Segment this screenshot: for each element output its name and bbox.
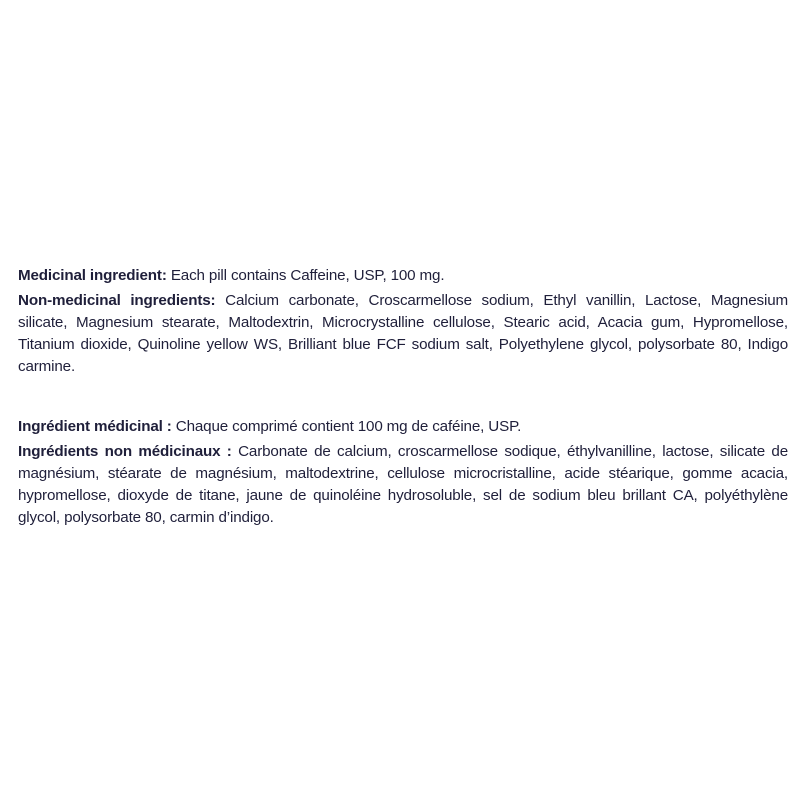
english-ingredients-section <box>18 265 788 378</box>
ingredient-medicinal-heading: Ingrédient médicinal : <box>18 418 172 435</box>
french-ingredients-section <box>18 416 788 529</box>
ingredients-non-medicinaux-heading: Ingrédients non médicinaux : <box>18 443 232 460</box>
non-medicinal-ingredients-heading: Non-medicinal ingredients: <box>18 292 216 309</box>
ingredients-non-medicinaux-text: Carbonate de calcium, croscarmellose sodique, éthylvanilline, lactose, silicate de magnésium, stéarate de magnésium, maltodextrine, cellulose microcristalline, acide stéarique, gomme acacia, hypromellose, dioxyde de titane, jaune de quinoléine hydrosoluble, sel de sodium bleu brillant CA, polyéthylène glycol, polysorbate 80, carmin d’indigo. <box>18 443 788 526</box>
non-medicinal-ingredients-paragraph <box>18 290 788 378</box>
ingredient-label <box>18 265 788 532</box>
medicinal-ingredient-text: Each pill contains Caffeine, USP, 100 mg. <box>170 267 445 284</box>
ingredient-medicinal-text: Chaque comprimé contient 100 mg de caféine, USP. <box>175 418 522 435</box>
medicinal-ingredient-heading: Medicinal ingredient: <box>18 267 167 284</box>
ingredients-non-medicinaux-paragraph <box>18 441 788 529</box>
medicinal-ingredient-line <box>18 265 788 287</box>
non-medicinal-ingredients-text: Calcium carbonate, Croscarmellose sodium, Ethyl vanillin, Lactose, Magnesium silicate, Magnesium stearate, Maltodextrin, Microcrystalline cellulose, Stearic acid, Acacia gum, Hypromellose, Titanium dioxide, Quinoline yellow WS, Brilliant blue FCF sodium salt, Polyethylene glycol, polysorbate 80, Indigo carmine. <box>18 292 788 375</box>
ingredient-medicinal-line <box>18 416 788 438</box>
